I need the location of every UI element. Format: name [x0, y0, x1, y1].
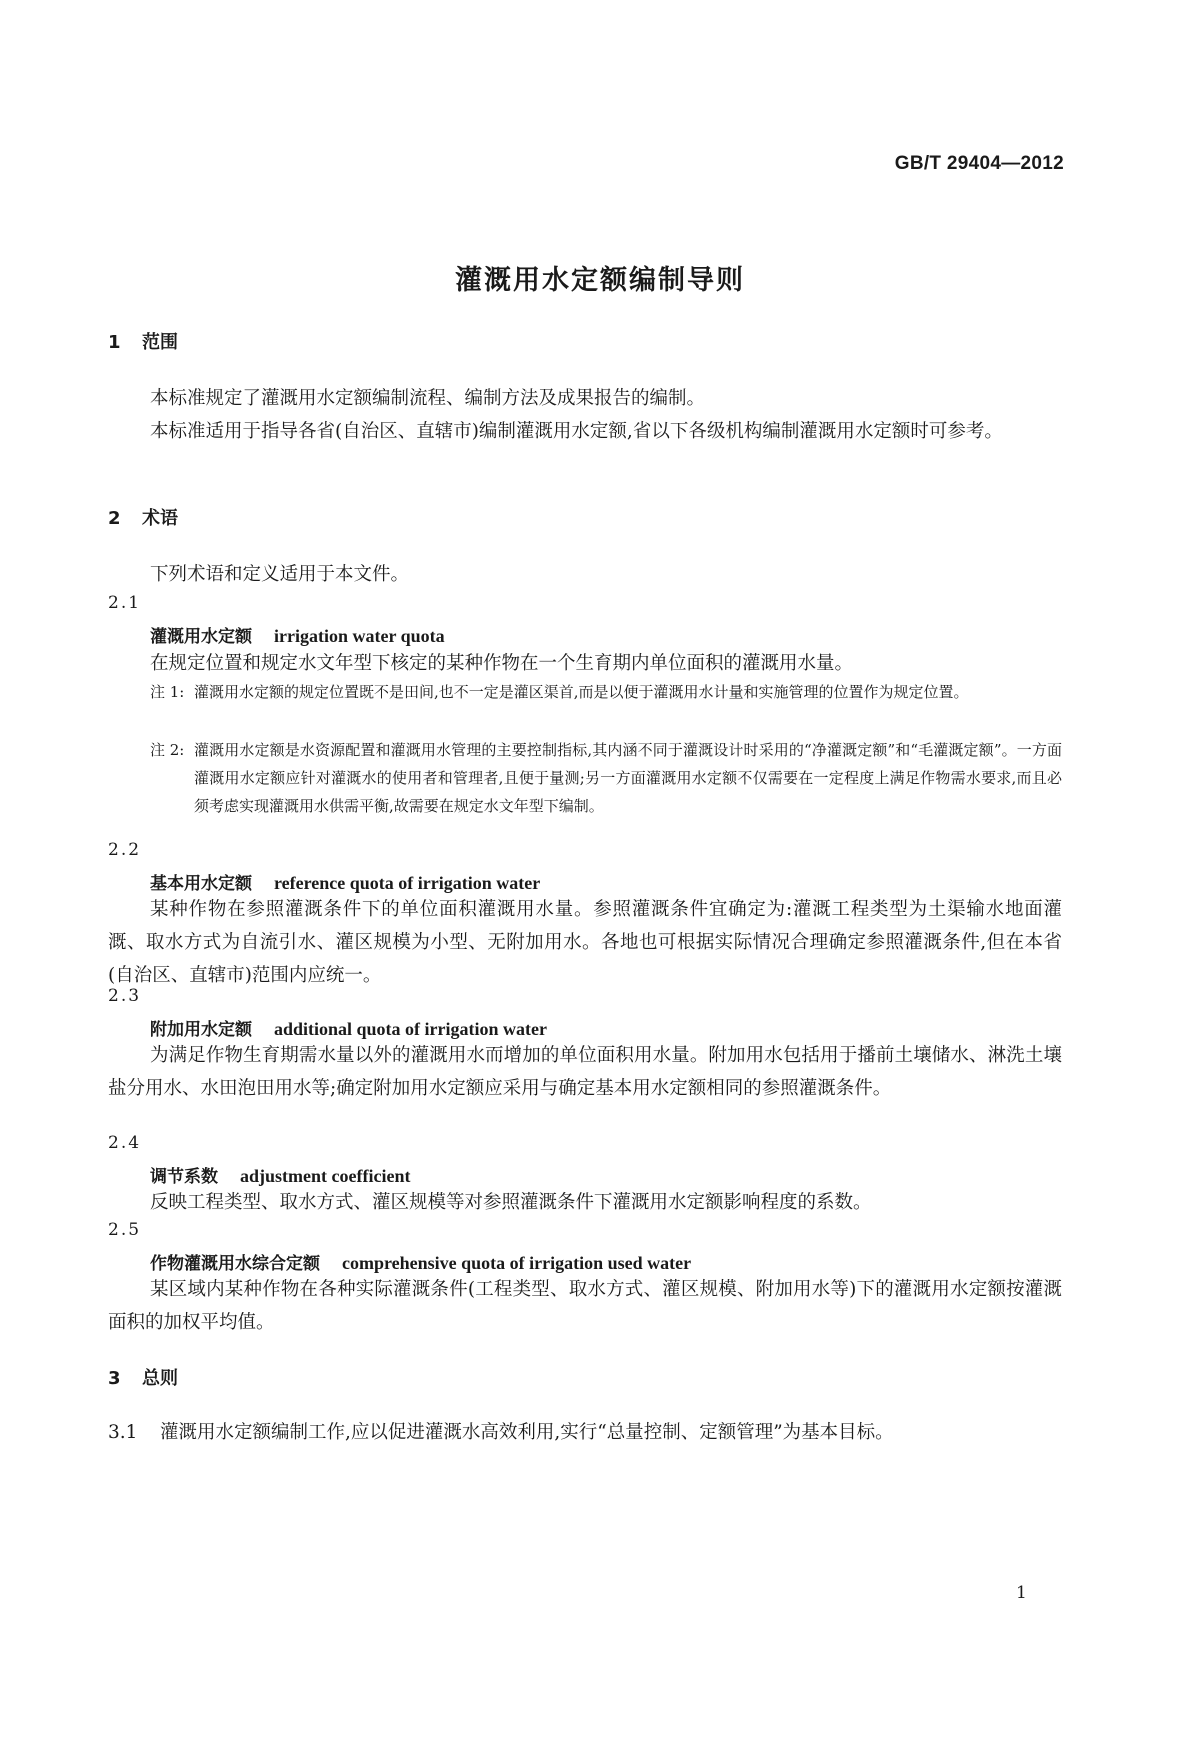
term-heading	[150, 869, 540, 894]
section-heading-3	[108, 1364, 178, 1390]
section-number: 1	[108, 332, 121, 353]
term-heading	[150, 622, 445, 647]
term-definition: 某种作物在参照灌溉条件下的单位面积灌溉用水量。参照灌溉条件宜确定为:灌溉工程类型为土渠输水地面灌溉、取水方式为自流引水、灌区规模为小型、无附加用水。各地也可根据实际情况合理确定参照灌溉条件,但在本省(自治区、直辖市)范围内应统一。	[108, 899, 1062, 986]
standard-code: GB/T 29404—2012	[894, 153, 1064, 174]
term-en: additional quota of irrigation water	[274, 1019, 547, 1039]
term-zh: 基本用水定额	[150, 874, 252, 894]
term-en: comprehensive quota of irrigation used water	[342, 1253, 692, 1273]
section-number: 3	[108, 1368, 121, 1389]
document-title: 灌溉用水定额编制导则	[455, 265, 745, 296]
section-number: 2	[108, 508, 121, 529]
term-zh: 灌溉用水定额	[150, 627, 252, 647]
term-number: 2.2	[108, 840, 142, 860]
term-heading	[150, 1015, 547, 1040]
term-definition: 为满足作物生育期需水量以外的灌溉用水而增加的单位面积用水量。附加用水包括用于播前土壤储水、淋洗土壤盐分用水、水田泡田用水等;确定附加用水定额应采用与确定基本用水定额相同的参照灌溉条件。	[108, 1045, 1062, 1099]
term-zh: 附加用水定额	[150, 1020, 252, 1040]
note-1	[150, 678, 1062, 706]
term-en: reference quota of irrigation water	[274, 873, 541, 893]
clause-text: 灌溉用水定额编制工作,应以促进灌溉水高效利用,实行“总量控制、定额管理”为基本目标。	[160, 1422, 894, 1443]
term-en: irrigation water quota	[274, 626, 445, 646]
terms-intro: 下列术语和定义适用于本文件。	[150, 564, 410, 585]
clause-3-1	[108, 1418, 894, 1444]
note-text: 灌溉用水定额的规定位置既不是田间,也不一定是灌区渠首,而是以便于灌溉用水计量和实施管理的位置作为规定位置。	[194, 683, 969, 701]
note-2	[150, 736, 1062, 820]
term-definition: 反映工程类型、取水方式、灌区规模等对参照灌溉条件下灌溉用水定额影响程度的系数。	[150, 1192, 872, 1213]
term-number: 2.4	[108, 1133, 142, 1153]
section-title: 术语	[142, 508, 178, 529]
section-heading-1	[108, 328, 178, 354]
term-en: adjustment coefficient	[240, 1166, 411, 1186]
note-label: 注 2:	[150, 741, 185, 759]
term-number: 2.5	[108, 1220, 142, 1240]
clause-number: 3.1	[108, 1422, 138, 1443]
note-label: 注 1:	[150, 683, 185, 701]
scope-paragraph-2: 本标准适用于指导各省(自治区、直辖市)编制灌溉用水定额,省以下各级机构编制灌溉用水定额时可参考。	[150, 421, 1003, 442]
note-text: 灌溉用水定额是水资源配置和灌溉用水管理的主要控制指标,其内涵不同于灌溉设计时采用的“净灌溉定额”和“毛灌溉定额”。一方面灌溉用水定额应针对灌溉水的使用者和管理者,且便于量测;另一方面灌溉用水定额不仅需要在一定程度上满足作物需水要求,而且必须考虑实现灌溉用水供需平衡,故需要在规定水文年型下编制。	[194, 741, 1062, 815]
term-number: 2.1	[108, 593, 142, 613]
section-title: 总则	[142, 1368, 178, 1389]
term-definition: 某区域内某种作物在各种实际灌溉条件(工程类型、取水方式、灌区规模、附加用水等)下的灌溉用水定额按灌溉面积的加权平均值。	[108, 1279, 1062, 1333]
term-number: 2.3	[108, 986, 142, 1006]
term-zh: 调节系数	[150, 1167, 218, 1187]
section-title: 范围	[142, 332, 178, 353]
term-heading	[150, 1162, 410, 1187]
scope-paragraph-1: 本标准规定了灌溉用水定额编制流程、编制方法及成果报告的编制。	[150, 388, 706, 409]
term-definition: 在规定位置和规定水文年型下核定的某种作物在一个生育期内单位面积的灌溉用水量。	[150, 653, 854, 674]
page-number: 1	[1016, 1583, 1027, 1603]
section-heading-2	[108, 504, 178, 530]
term-zh: 作物灌溉用水综合定额	[150, 1254, 320, 1274]
term-heading	[150, 1249, 691, 1274]
